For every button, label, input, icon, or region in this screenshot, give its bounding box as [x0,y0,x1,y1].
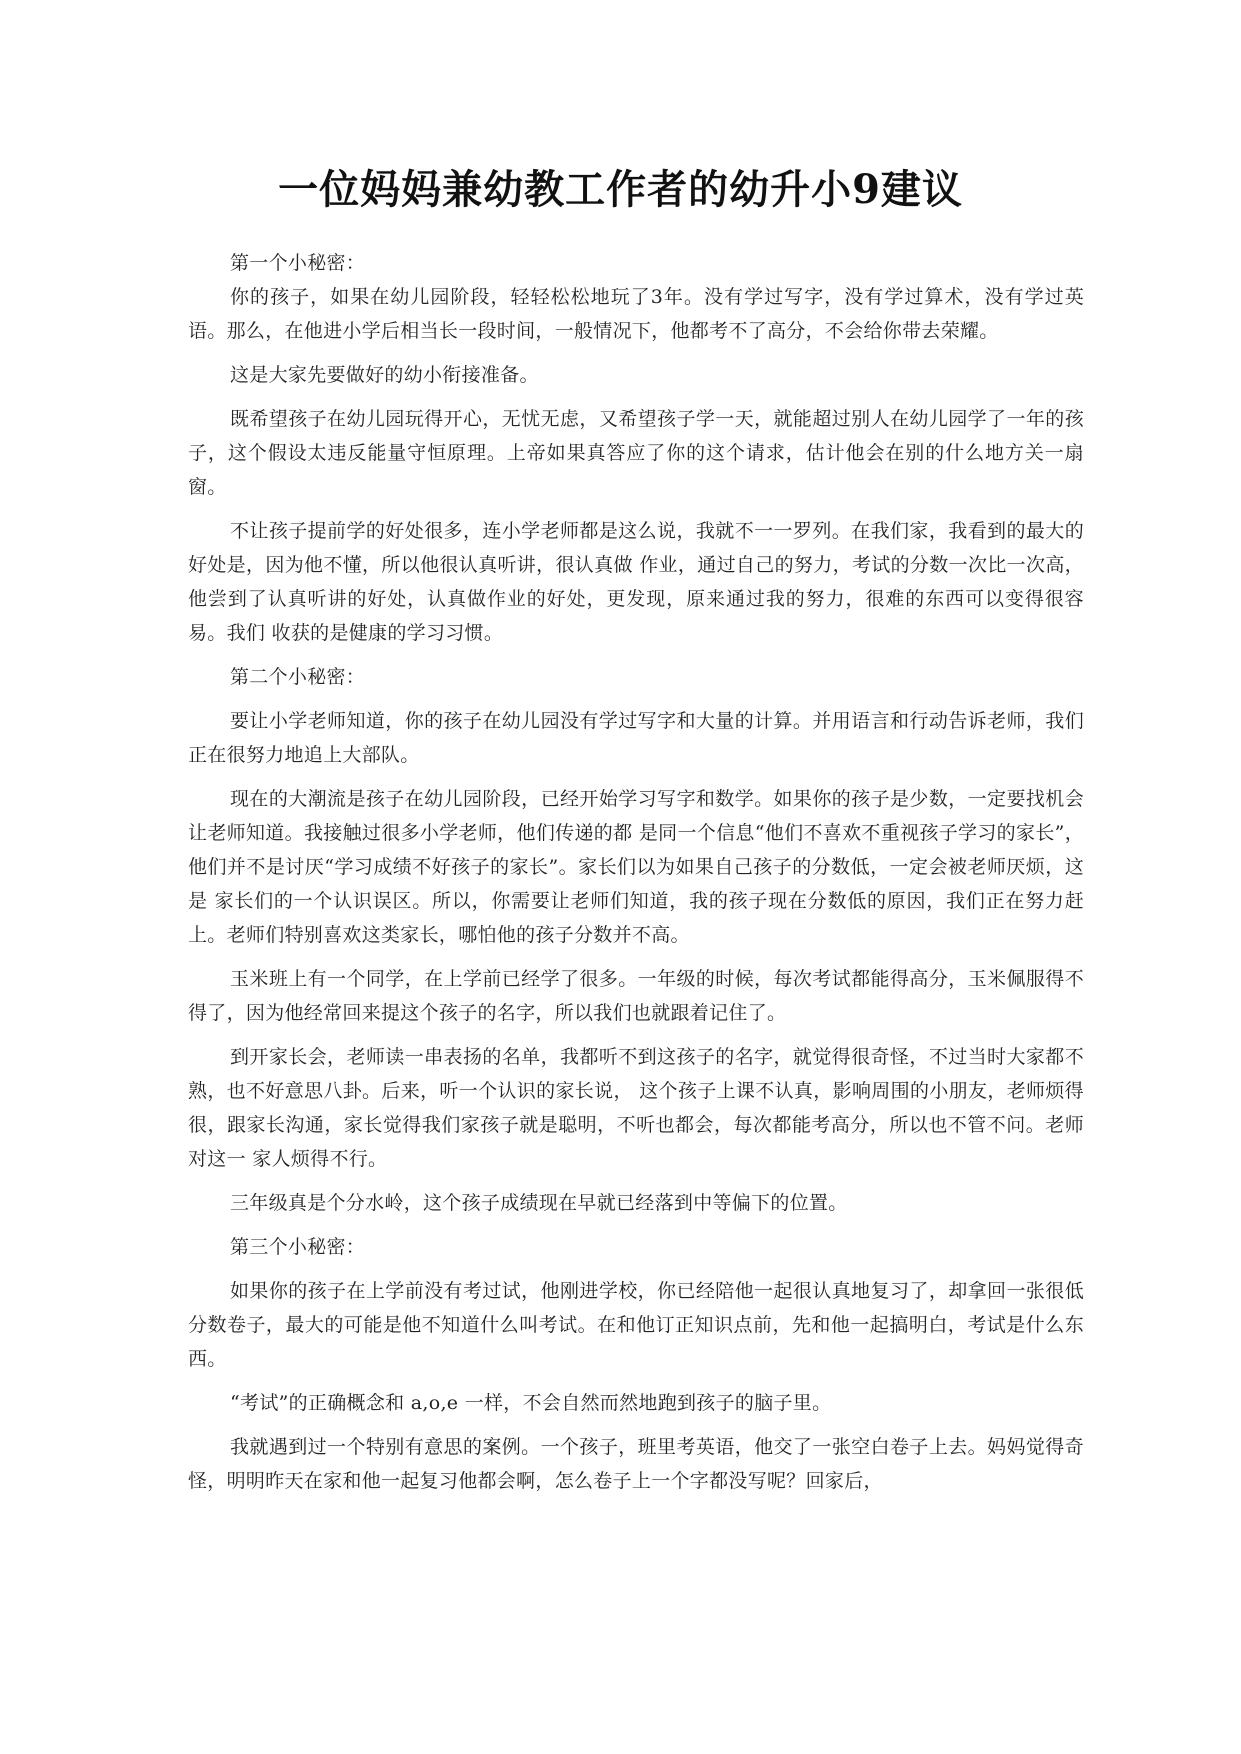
document-title: 一位妈妈兼幼教工作者的幼升小9建议 [278,166,963,213]
paragraph: 三年级真是个分水岭，这个孩子成绩现在早就已经落到中等偏下的位置。 [230,1192,848,1214]
paragraph: 现在的大潮流是孩子在幼儿园阶段，已经开始学习写字和数学。如果你的孩子是少数，一定要找机会让老师知道。我接触过很多小学老师，他们传递的都 是同一个信息“他们不喜欢不重视孩子学习的家长”，他们并不是讨厌“学习成绩不好孩子的家长”。家长们以为如果自己孩子的分数低，一定会被老师厌烦，这是 家长们的一个认识误区。所以，你需要让老师们知道，我的孩子现在分数低的原因，我们正在努力赶上。老师们特别喜欢这类家长，哪怕他的孩子分数并不高。 [188,788,1084,946]
paragraph: 玉米班上有一个同学，在上学前已经学了很多。一年级的时候，每次考试都能得高分，玉米佩服得不得了，因为他经常回来提这个孩子的名字，所以我们也就跟着记住了。 [188,968,1084,1024]
paragraph: “考试”的正确概念和 a,o,e 一样，不会自然而然地跑到孩子的脑子里。 [230,1392,832,1414]
paragraph-secret-1-heading: 第一个小秘密： [230,252,366,274]
paragraph: 既希望孩子在幼儿园玩得开心，无忧无虑，又希望孩子学一天，就能超过别人在幼儿园学了一年的孩子，这个假设太违反能量守恒原理。上帝如果真答应了你的这个请求，估计他会在别的什么地方关一扇窗。 [188,408,1084,498]
paragraph: 你的孩子，如果在幼儿园阶段，轻轻松松地玩了3年。没有学过写字，没有学过算术，没有学过英语。那么，在他进小学后相当长一段时间，一般情况下，他都考不了高分，不会给你带去荣耀。 [188,286,1084,342]
paragraph: 如果你的孩子在上学前没有考过试，他刚进学校，你已经陪他一起很认真地复习了，却拿回一张很低分数卷子，最大的可能是他不知道什么叫考试。在和他订正知识点前，先和他一起搞明白，考试是什么东西。 [188,1280,1084,1370]
paragraph: 不让孩子提前学的好处很多，连小学老师都是这么说，我就不一一罗列。在我们家，我看到的最大的好处是，因为他不懂，所以他很认真听讲，很认真做 作业，通过自己的努力，考试的分数一次比一次高，他尝到了认真听讲的好处，认真做作业的好处，更发现，原来通过我的努力，很难的东西可以变得很容易。我们 收获的是健康的学习习惯。 [188,520,1084,644]
document-body [188,246,1084,1508]
paragraph-secret-2-heading: 第二个小秘密： [230,666,366,688]
paragraph: 这是大家先要做好的幼小衔接准备。 [230,364,539,386]
paragraph: 我就遇到过一个特别有意思的案例。一个孩子，班里考英语，他交了一张空白卷子上去。妈妈觉得奇怪，明明昨天在家和他一起复习他都会啊，怎么卷子上一个字都没写呢？回家后， [188,1436,1084,1492]
paragraph: 到开家长会，老师读一串表扬的名单，我都听不到这孩子的名字，就觉得很奇怪，不过当时大家都不熟，也不好意思八卦。后来，听一个认识的家长说， 这个孩子上课不认真，影响周围的小朋友，老师烦得很，跟家长沟通，家长觉得我们家孩子就是聪明，不听也都会，每次都能考高分，所以也不管不问。老师对这一 家人烦得不行。 [188,1046,1084,1170]
paragraph: 要让小学老师知道，你的孩子在幼儿园没有学过写字和大量的计算。并用语言和行动告诉老师，我们正在很努力地追上大部队。 [188,710,1084,766]
paragraph-secret-3-heading: 第三个小秘密： [230,1236,366,1258]
